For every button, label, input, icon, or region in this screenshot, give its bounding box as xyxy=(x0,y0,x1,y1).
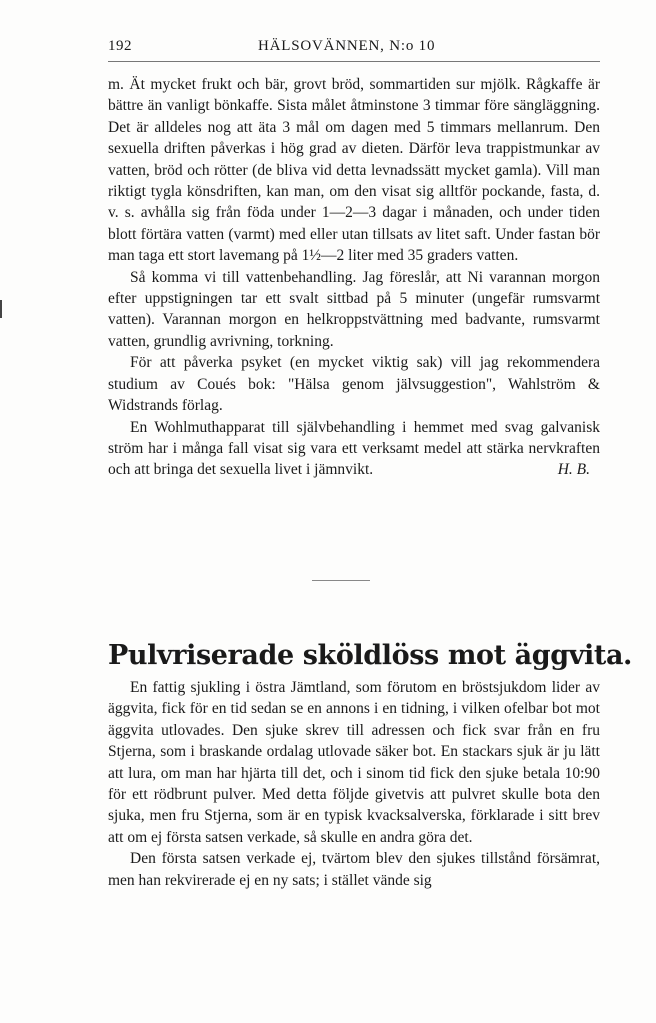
article-title: Pulvriserade sköldlöss mot äggvita. xyxy=(108,640,633,672)
paragraph: En fattig sjukling i östra Jämtland, som förutom en bröstsjukdom lider av äggvita, fick för en tid sedan se en annons i en tidning, i vilken ofelbar bot mot äggvita utlovades. Den sjuke skrev till adressen och fick svar från en fru Stjerna, som i braskande ordalag utlovade säker bot. En stackars sjuk är ju lätt att lura, om man har hjärta till det, och i sinom tid fick den sjuke betala 10:90 för ett rödbrunt pulver. Med detta följde givetvis att pulvret skulle bota den sjuka, men fru Stjerna, som är en typisk kvacksalverska, förklarade i sitt brev att om ej första satsen verkade, så skulle en andra göra det. xyxy=(108,679,600,846)
paragraph: För att påverka psyket (en mycket viktig sak) vill jag rekommendera studium av Coués bok: "Hälsa genom jälvsuggestion", Wahlström & Widstrands förlag. xyxy=(108,354,600,415)
section-separator xyxy=(312,580,370,581)
page-number: 192 xyxy=(108,38,132,54)
section-continued-text xyxy=(108,74,600,481)
article-body xyxy=(108,677,600,891)
paragraph: En Wohlmuthapparat till självbehandling i hemmet med svag galvanisk ström har i många fall visat sig vara ett verksamt medel att stärka nervkraften och att bringa det sexuella livet i jämnvikt. xyxy=(108,418,600,479)
header-rule xyxy=(108,61,600,62)
paragraph: m. Ät mycket frukt och bär, grovt bröd, sommartiden sur mjölk. Rågkaffe är bättre än vanligt bönkaffe. Sista målet åtminstone 3 timmar före sängläggning. Det är alldeles nog att äta 3 mål om dagen med 5 timmars mellanrum. Den sexuella driften påverkas i hög grad av dieten. Därför leva trappistmunkar av vatten, bröd och rötter (de bliva vid detta levnadssätt mycket gamla). Vill man riktigt tygla könsdriften, kan man, om den visat sig alltför pockande, fasta, d. v. s. avhålla sig från föda under 1—2—3 dagar i månaden, och under tiden blott förtära vatten (varmt) med eller utan tillsats av litet saft. Under fastan bör man taga ett stort lavemang på 1½—2 liter med 35 graders vatten. xyxy=(108,76,600,265)
page-header xyxy=(108,38,600,58)
signature-line xyxy=(108,459,600,480)
author-signature: H. B. xyxy=(557,461,590,479)
running-title: HÄLSOVÄNNEN, N:o 10 xyxy=(258,38,436,54)
scan-edge-mark xyxy=(0,300,2,318)
paragraph: Den första satsen verkade ej, tvärtom blev den sjukes tillstånd försämrat, men han rekvirerade ej en ny sats; i stället vände sig xyxy=(108,850,600,889)
paragraph: Så komma vi till vattenbehandling. Jag föreslår, att Ni varannan morgon efter uppstigningen tar ett svalt sittbad på 5 minuter (ungefär rumsvarmt vatten). Varannan morgon en helkroppstvättning med badvante, rumsvarmt vatten, grundlig avrivning, torkning. xyxy=(108,268,600,350)
